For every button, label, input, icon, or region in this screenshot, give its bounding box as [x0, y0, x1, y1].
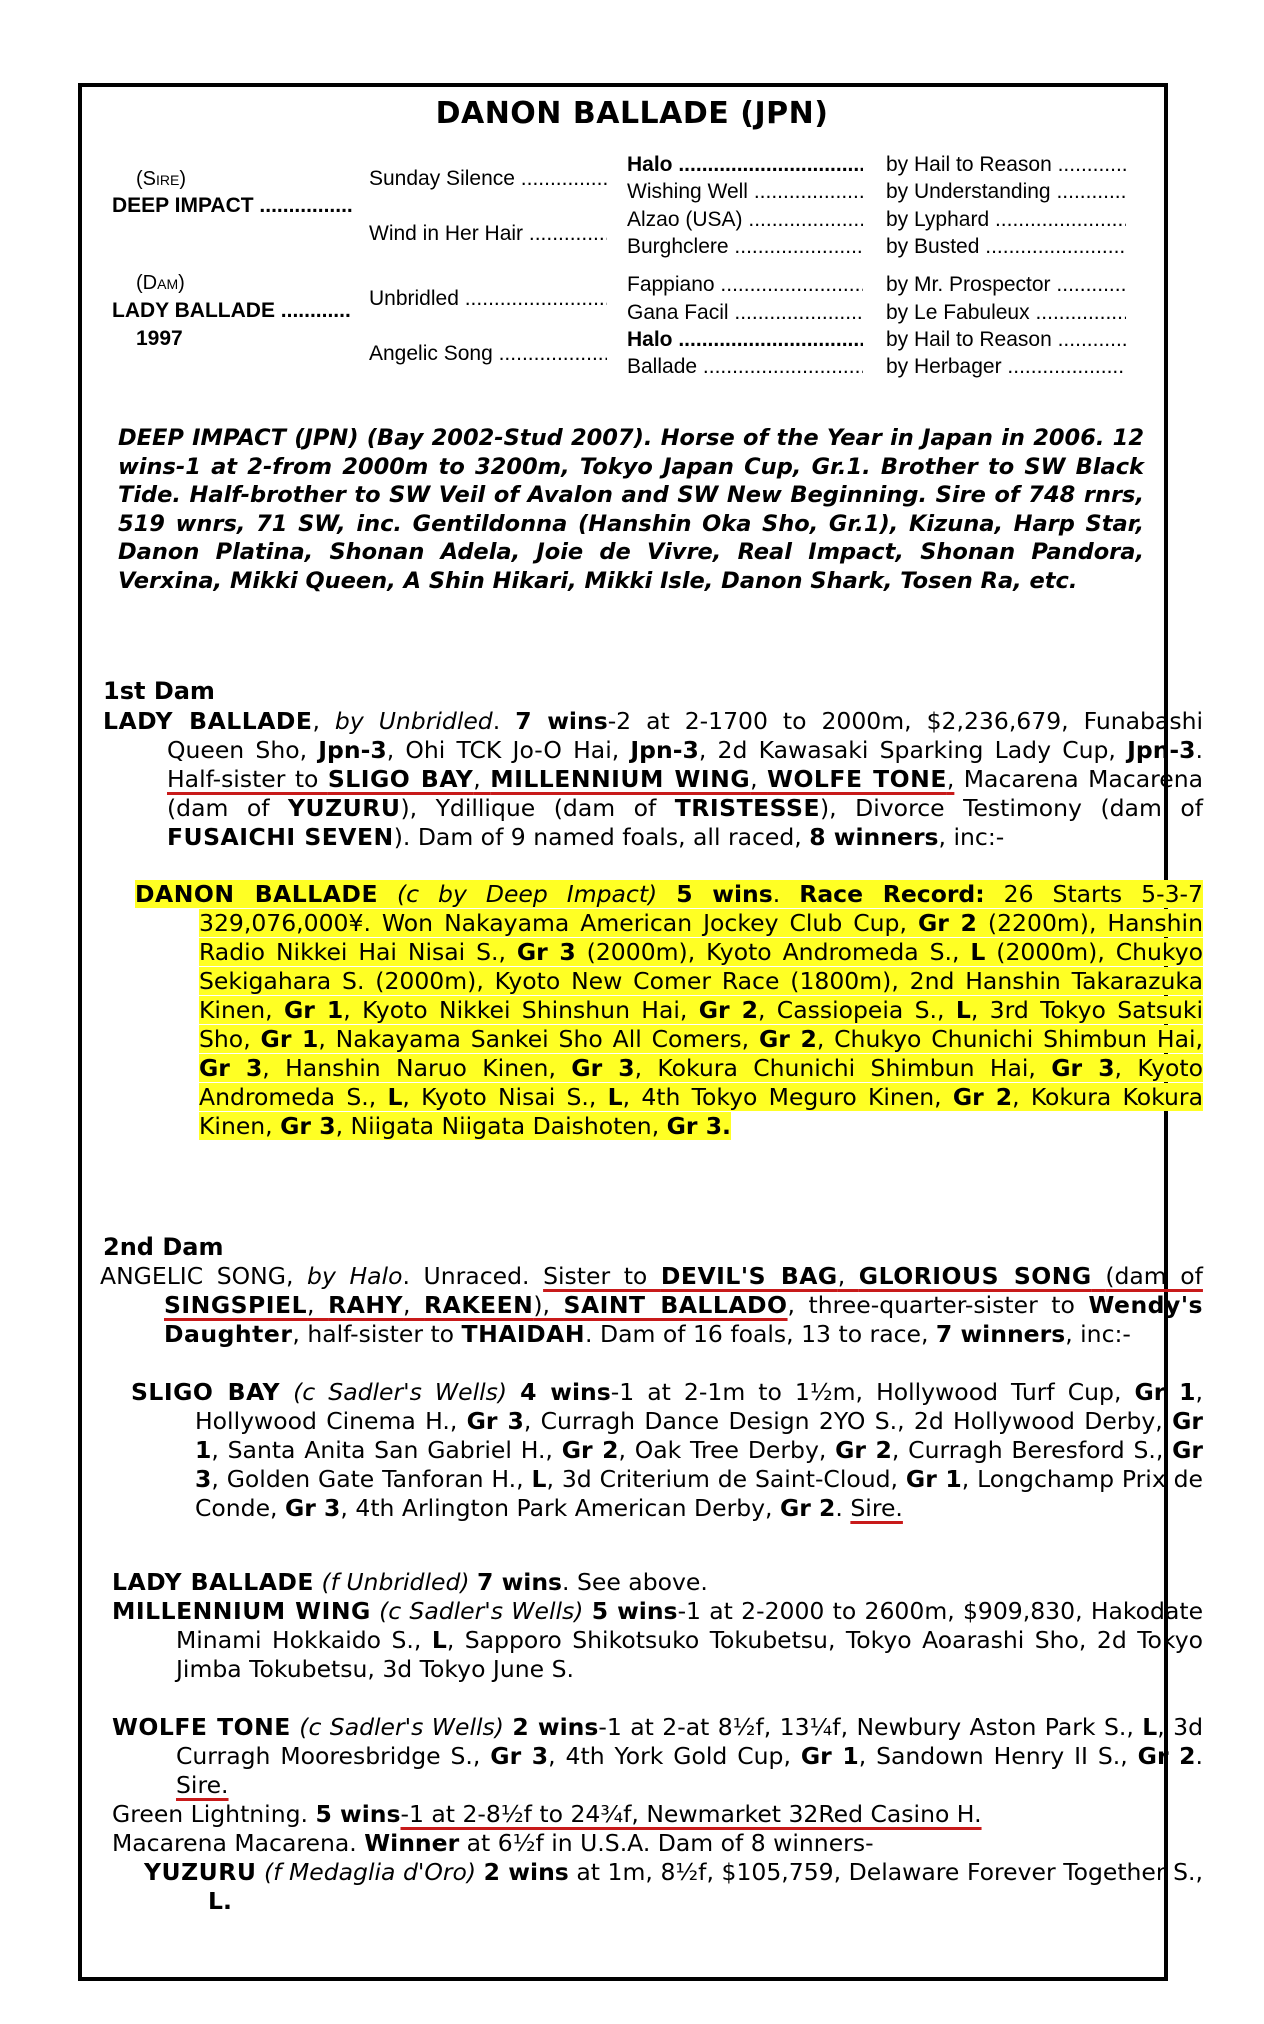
lady-ballade-entry: LADY BALLADE (f Unbridled) 7 wins. See above.: [112, 1568, 708, 1596]
first-dam-paragraph: LADY BALLADE, by Unbridled. 7 wins-2 at 2-1700 to 2000m, $2,236,679, Funabashi Queen Sho, Jpn-3, Ohi TCK Jo-O Hai, Jpn-3, 2d Kawasaki Sparking Lady Cup, Jpn-3. Half-sister to SLIGO BAY, MILLENNIUM WING, WOLFE TONE, Macarena Macarena (dam of YUZURU), Ydillique (dam of TRISTESSE), Divorce Testimony (dam of FUSAICHI SEVEN). Dam of 9 named foals, all raced, 8 winners, inc:-: [103, 707, 1204, 851]
danon-ballade-entry: DANON BALLADE (c by Deep Impact) 5 wins. Race Record: 26 Starts 5-3-7 329,076,000¥. Won Nakayama American Jockey Club Cup, Gr 2 (2200m), Hanshin Radio Nikkei Hai Nisai S., Gr 3 (2000m), Kyoto Andromeda S., L (2000m), Chukyo Sekigahara S. (2000m), Kyoto New Comer Race (1800m), 2nd Hanshin Takarazuka Kinen, Gr 1, Kyoto Nikkei Shinshun Hai, Gr 2, Cassiopeia S., L, 3rd Tokyo Satsuki Sho, Gr 1, Nakayama Sankei Sho All Comers, Gr 2, Chukyo Chunichi Shimbun Hai, Gr 3, Hanshin Naruo Kinen, Gr 3, Kokura Chunichi Shimbun Hai, Gr 3, Kyoto Andromeda S., L, Kyoto Nisai S., L, 4th Tokyo Meguro Kinen, Gr 2, Kokura Kokura Kinen, Gr 3, Niigata Niigata Daishoten, Gr 3.: [135, 880, 1203, 1140]
sibling-sligo-bay: SLIGO BAY: [327, 765, 474, 793]
first-dam-heading: 1st Dam: [103, 677, 215, 705]
gen4-hail-to-reason-2: by Hail to Reason .....: [886, 327, 1126, 353]
gen2-sunday-silence: Sunday Silence .....: [369, 166, 607, 192]
gen3-burghclere: Burghclere .....: [627, 234, 863, 260]
danon-ballade-name: DANON BALLADE: [135, 880, 378, 908]
sire-name: DEEP IMPACT .....: [112, 193, 352, 219]
gen3-fappiano: Fappiano .....: [627, 272, 863, 298]
gen3-gana-facil: Gana Facil .....: [627, 300, 863, 326]
yuzuru-entry: YUZURU (f Medaglia d'Oro) 2 wins at 1m, 8½f, $105,759, Delaware Forever Together S., L.: [144, 1858, 1203, 1915]
gen2-wind-in-her-hair: Wind in Her Hair .....: [369, 221, 607, 247]
second-dam-heading: 2nd Dam: [103, 1233, 224, 1261]
dam-year: 1997: [136, 327, 183, 350]
page-title: DANON BALLADE (JPN): [435, 96, 829, 131]
gen3-alzao: Alzao (USA) .....: [627, 207, 863, 233]
wolfe-tone-entry: WOLFE TONE (c Sadler's Wells) 2 wins-1 at 2-at 8½f, 13¼f, Newbury Aston Park S., L, 3d Curragh Mooresbridge S., Gr 3, 4th York Gold Cup, Gr 1, Sandown Henry II S., Gr 2. Sire.: [112, 1713, 1203, 1799]
sibling-wolfe-tone: WOLFE TONE: [767, 765, 947, 793]
gen3-halo-1: Halo .....: [627, 152, 863, 178]
gen4-lyphard: by Lyphard .....: [886, 207, 1126, 233]
second-dam-paragraph: ANGELIC SONG, by Halo. Unraced. Sister to DEVIL'S BAG, GLORIOUS SONG (dam of SINGSPIEL, RAHY, RAKEEN), SAINT BALLADO, three-quarter-sister to Wendy's Daughter, half-sister to THAIDAH. Dam of 16 foals, 13 to race, 7 winners, inc:-: [100, 1262, 1203, 1348]
gen3-wishing-well: Wishing Well .....: [627, 179, 863, 205]
sire-paragraph: DEEP IMPACT (JPN) (Bay 2002-Stud 2007). Horse of the Year in Japan in 2006. 12 wins-1 at 2-from 2000m to 3200m, Tokyo Japan Cup, Gr.1. Brother to SW Black Tide. Half-brother to SW Veil of Avalon and SW New Beginning. Sire of 748 rnrs, 519 wnrs, 71 SW, inc. Gentildonna (Hanshin Oka Sho, Gr.1), Kizuna, Harp Star, Danon Platina, Shonan Adela, Joie de Vivre, Real Impact, Shonan Pandora, Verxina, Mikki Queen, A Shin Hikari, Mikki Isle, Danon Shark, Tosen Ra, etc.: [118, 425, 1144, 594]
wolfe-sire-note: Sire.: [176, 1771, 229, 1799]
gen4-le-fabuleux: by Le Fabuleux .....: [886, 300, 1126, 326]
green-lightning-entry: Green Lightning. 5 wins-1 at 2-8½f to 24¾f, Newmarket 32Red Casino H.: [112, 1800, 982, 1828]
sibling-millennium-wing: MILLENNIUM WING: [490, 765, 751, 793]
first-dam-name: LADY BALLADE: [103, 707, 313, 735]
dam-name: LADY BALLADE .....: [112, 298, 352, 324]
gen4-herbager: by Herbager .....: [886, 354, 1126, 380]
dam-label: (Dam): [136, 272, 185, 294]
macarena-entry: Macarena Macarena. Winner at 6½f in U.S.A. Dam of 8 winners-: [112, 1829, 874, 1857]
gen4-mr-prospector: by Mr. Prospector .....: [886, 272, 1126, 298]
gen4-hail-to-reason-1: by Hail to Reason .....: [886, 152, 1126, 178]
gen2-angelic-song: Angelic Song .....: [369, 341, 607, 367]
sligo-sire-note: Sire.: [850, 1494, 903, 1522]
sligo-bay-entry: SLIGO BAY (c Sadler's Wells) 4 wins-1 at 2-1m to 1½m, Hollywood Turf Cup, Gr 1, Hollywood Cinema H., Gr 3, Curragh Dance Design 2YO S., 2d Hollywood Derby, Gr 1, Santa Anita San Gabriel H., Gr 2, Oak Tree Derby, Gr 2, Curragh Beresford S., Gr 3, Golden Gate Tanforan H., L, 3d Criterium de Saint-Cloud, Gr 1, Longchamp Prix de Conde, Gr 3, 4th Arlington Park American Derby, Gr 2. Sire.: [131, 1378, 1203, 1522]
millennium-wing-entry: MILLENNIUM WING (c Sadler's Wells) 5 wins-1 at 2-2000 to 2600m, $909,830, Hakodate Minami Hokkaido S., L, Sapporo Shikotsuko Tokubetsu, Tokyo Aoarashi Sho, 2d Tokyo Jimba Tokubetsu, 3d Tokyo June S.: [112, 1597, 1204, 1683]
gen3-ballade: Ballade .....: [627, 354, 863, 380]
gen4-understanding: by Understanding .....: [886, 179, 1126, 205]
sire-label: (Sire): [136, 168, 186, 190]
gen3-halo-2: Halo .....: [627, 327, 863, 353]
gen2-unbridled: Unbridled .....: [369, 286, 607, 312]
gen4-busted: by Busted .....: [886, 234, 1126, 260]
